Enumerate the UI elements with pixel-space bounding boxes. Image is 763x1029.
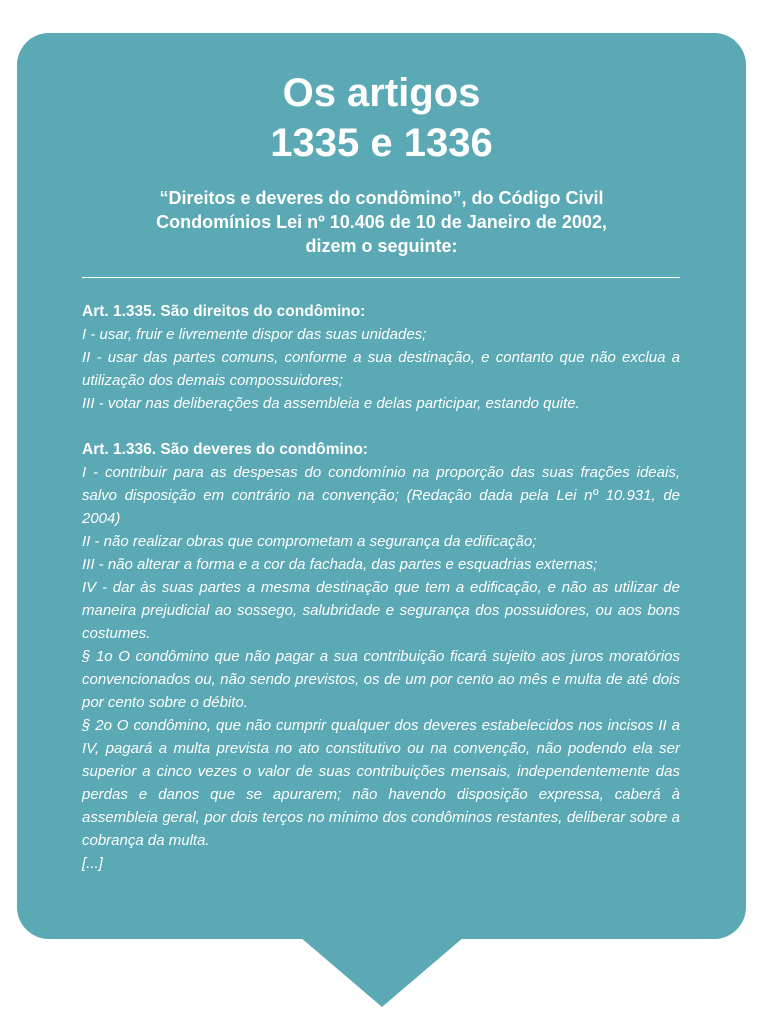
divider [82, 277, 680, 278]
article-body [82, 300, 680, 875]
art-1336-item: III - não alterar a forma e a cor da fachada, das partes e esquadrias externas; [82, 556, 598, 573]
title-line-1: Os artigos [282, 71, 481, 115]
title-line-2: 1335 e 1336 [270, 121, 493, 165]
art-1336-item: IV - dar às suas partes a mesma destinação que tem a edificação, e não as utilizar de maneira prejudicial ao sossego, salubridade e segurança dos possuidores, ou aos bons costumes. [82, 579, 680, 642]
subtitle-line-3: dizem o seguinte: [305, 236, 458, 256]
art-1336-item: II - não realizar obras que comprometam a segurança da edificação; [82, 533, 537, 550]
art-1336-paragraph-1: § 1o O condômino que não pagar a sua contribuição ficará sujeito aos juros moratórios convencionados ou, não sendo previstos, os de um por cento ao mês e multa de até dois por cento sobre o débito. [82, 648, 680, 711]
section-gap [82, 415, 680, 438]
art-1336-paragraph-2: § 2o O condômino, que não cumprir qualquer dos deveres estabelecidos nos incisos II a IV, pagará a multa prevista no ato constitutivo ou na convenção, não podendo ela ser superior a cinco vezes o valor de suas contribuições mensais, independentemente das perdas e danos que se apurarem; não havendo disposição expressa, caberá à assembleia geral, por dois terços no mínimo dos condôminos restantes, deliberar sobre a cobrança da multa. [82, 717, 680, 849]
speech-bubble-pointer [300, 937, 464, 1007]
art-1336-item: I - contribuir para as despesas do condomínio na proporção das suas frações ideais, salvo disposição em contrário na convenção; (Redação dada pela Lei nº 10.931, de 2004) [82, 464, 680, 527]
art-1335-item: II - usar das partes comuns, conforme a sua destinação, e contanto que não exclua a utilização dos demais compossuidores; [82, 349, 680, 389]
subtitle-line-2: Condomínios Lei nº 10.406 de 10 de Janeiro de 2002, [156, 212, 607, 232]
art-1336-heading: Art. 1.336. São deveres do condômino: [82, 441, 368, 458]
subtitle [17, 186, 746, 258]
art-1335-item: I - usar, fruir e livremente dispor das suas unidades; [82, 326, 427, 343]
art-1335-item: III - votar nas deliberações da assembleia e delas participar, estando quite. [82, 395, 580, 412]
art-1335-heading: Art. 1.335. São direitos do condômino: [82, 303, 366, 320]
page-title [17, 68, 746, 168]
subtitle-line-1: “Direitos e deveres do condômino”, do Código Civil [159, 188, 604, 208]
ellipsis: [...] [82, 855, 103, 872]
